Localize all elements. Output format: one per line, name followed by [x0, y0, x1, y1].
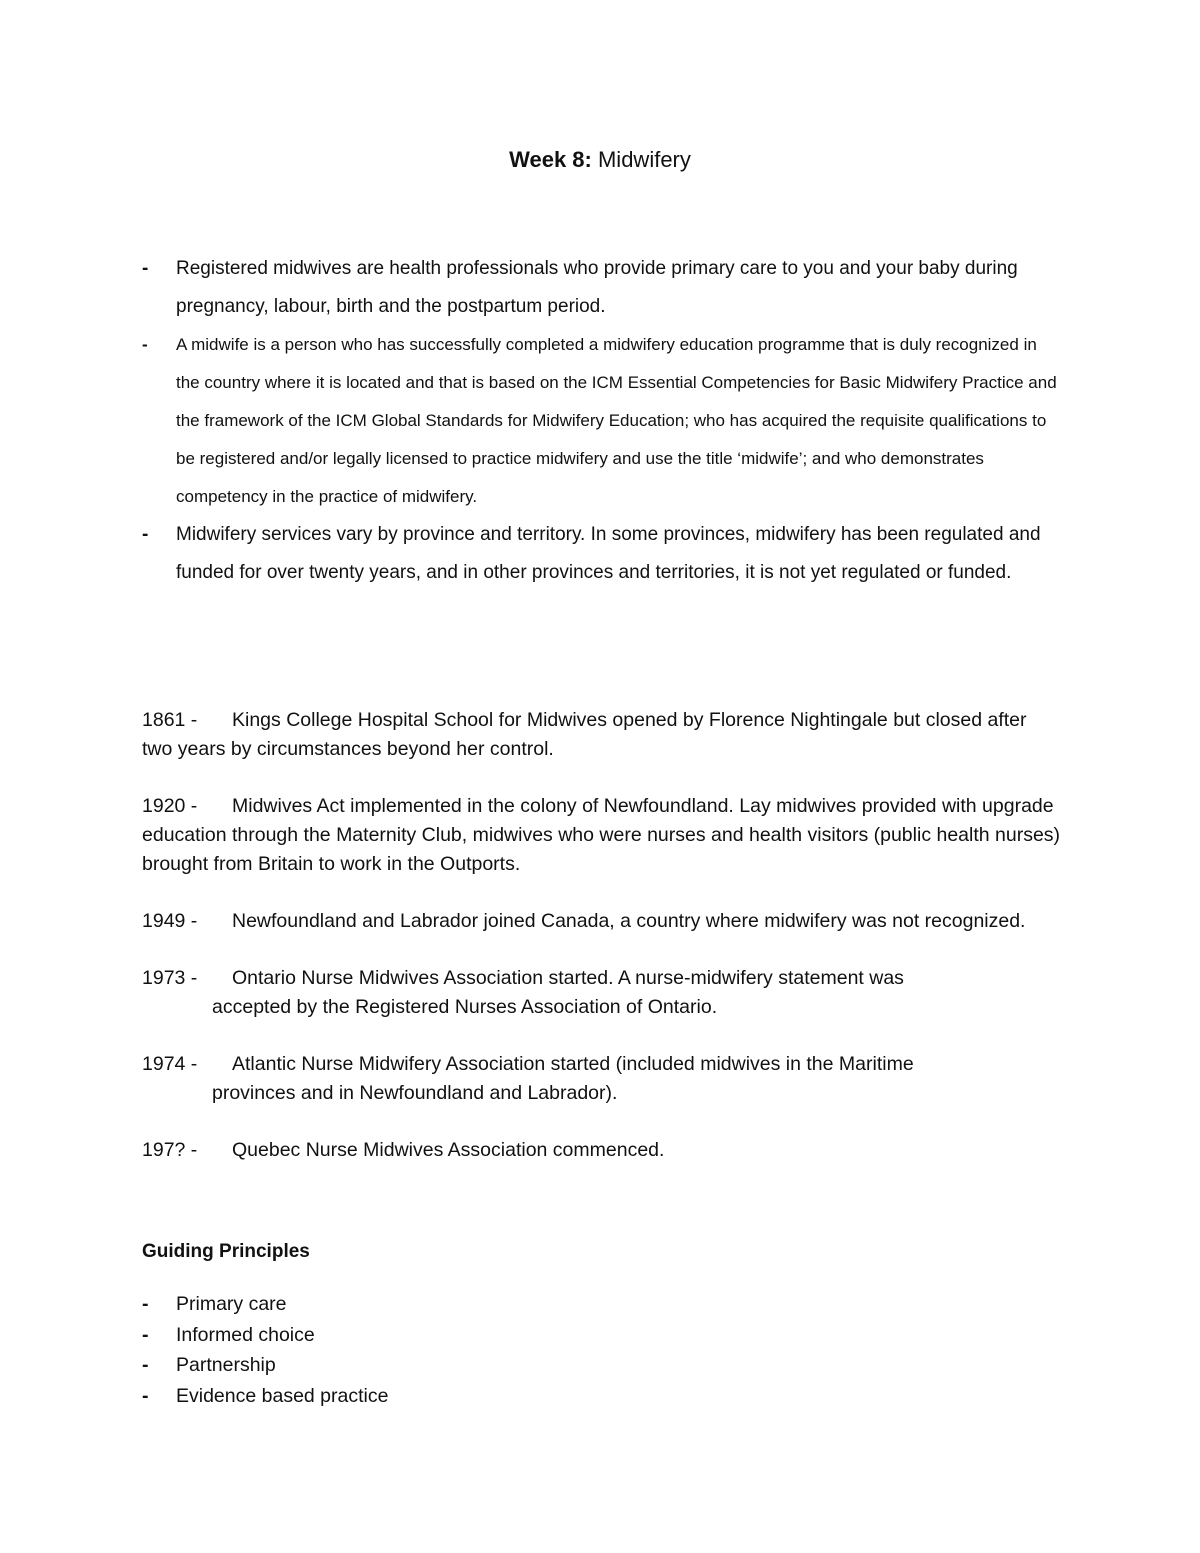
bullet-dash: - — [142, 1384, 149, 1407]
timeline-entry — [142, 1050, 1062, 1108]
timeline-entry — [142, 907, 1062, 936]
timeline-text: Kings College Hospital School for Midwives opened by Florence Nightingale but closed after two years by circumstances beyond her control. — [142, 709, 1027, 760]
timeline-text: Ontario Nurse Midwives Association started. A nurse-midwifery statement was — [232, 967, 904, 989]
guiding-principles-list — [142, 1289, 388, 1411]
timeline-text: Midwives Act implemented in the colony of Newfoundland. Lay midwives provided with upgrade education through the Maternity Club, midwives who were nurses and health visitors (public health nurses) brought from Britain to work in the Outports. — [142, 795, 1061, 875]
principle-item — [142, 1381, 388, 1412]
timeline-year: 1974 - — [142, 1053, 198, 1075]
bullet-dash: - — [142, 1323, 149, 1346]
bullet-dash: - — [142, 335, 148, 354]
bullet-text: A midwife is a person who has successfully completed a midwifery education programme that is duly recognized in the country where it is located and that is based on the ICM Essential Competencies for Basic Midwifery Practice and the framework of the ICM Global Standards for Midwifery Education; who has acquired the requisite qualifications to be registered and/or legally licensed to practice midwifery and use the title ‘midwife’; and who demonstrates competency in the practice of midwifery. — [176, 335, 1057, 506]
bullet-item — [142, 516, 1062, 592]
timeline-text: Newfoundland and Labrador joined Canada, a country where midwifery was not recognized. — [232, 910, 1026, 932]
timeline-year: 1949 - — [142, 910, 198, 932]
timeline-text-continued: provinces and in Newfoundland and Labrador). — [212, 1082, 618, 1104]
bullet-dash: - — [142, 1354, 149, 1376]
timeline-text-continued: accepted by the Registered Nurses Association of Ontario. — [212, 996, 718, 1018]
page-title — [0, 146, 1200, 174]
timeline-year: 1973 - — [142, 967, 198, 989]
history-timeline — [142, 706, 1062, 1193]
page-title-bold: Week 8: — [509, 147, 592, 172]
bullet-item — [142, 250, 1062, 326]
timeline-entry — [142, 792, 1062, 879]
timeline-year: 1920 - — [142, 795, 198, 817]
bullet-dash: - — [142, 1293, 149, 1315]
definition-bullets — [142, 250, 1062, 592]
bullet-item — [142, 326, 1062, 516]
timeline-year: 1861 - — [142, 709, 198, 731]
principle-text: Primary care — [176, 1293, 287, 1315]
timeline-year: 197? - — [142, 1139, 198, 1161]
principle-item — [142, 1289, 388, 1320]
timeline-text: Quebec Nurse Midwives Association commenced. — [232, 1139, 665, 1161]
principle-item — [142, 1320, 388, 1351]
timeline-entry — [142, 1136, 1062, 1165]
timeline-text: Atlantic Nurse Midwifery Association started (included midwives in the Maritime — [232, 1053, 914, 1075]
principle-item — [142, 1350, 388, 1381]
bullet-text: Midwifery services vary by province and territory. In some provinces, midwifery has been regulated and funded for over twenty years, and in other provinces and territories, it is not yet regulated or funded. — [176, 524, 1041, 583]
bullet-dash: - — [142, 258, 149, 279]
principle-text: Evidence based practice — [176, 1384, 389, 1407]
principle-text: Partnership — [176, 1354, 276, 1376]
timeline-entry — [142, 964, 1062, 1022]
timeline-entry — [142, 706, 1062, 764]
bullet-text: Registered midwives are health professionals who provide primary care to you and your baby during pregnancy, labour, birth and the postpartum period. — [176, 258, 1018, 317]
bullet-dash: - — [142, 524, 149, 545]
page-title-rest: Midwifery — [597, 147, 691, 172]
principle-text: Informed choice — [176, 1323, 315, 1346]
guiding-principles-heading: Guiding Principles — [142, 1241, 310, 1262]
